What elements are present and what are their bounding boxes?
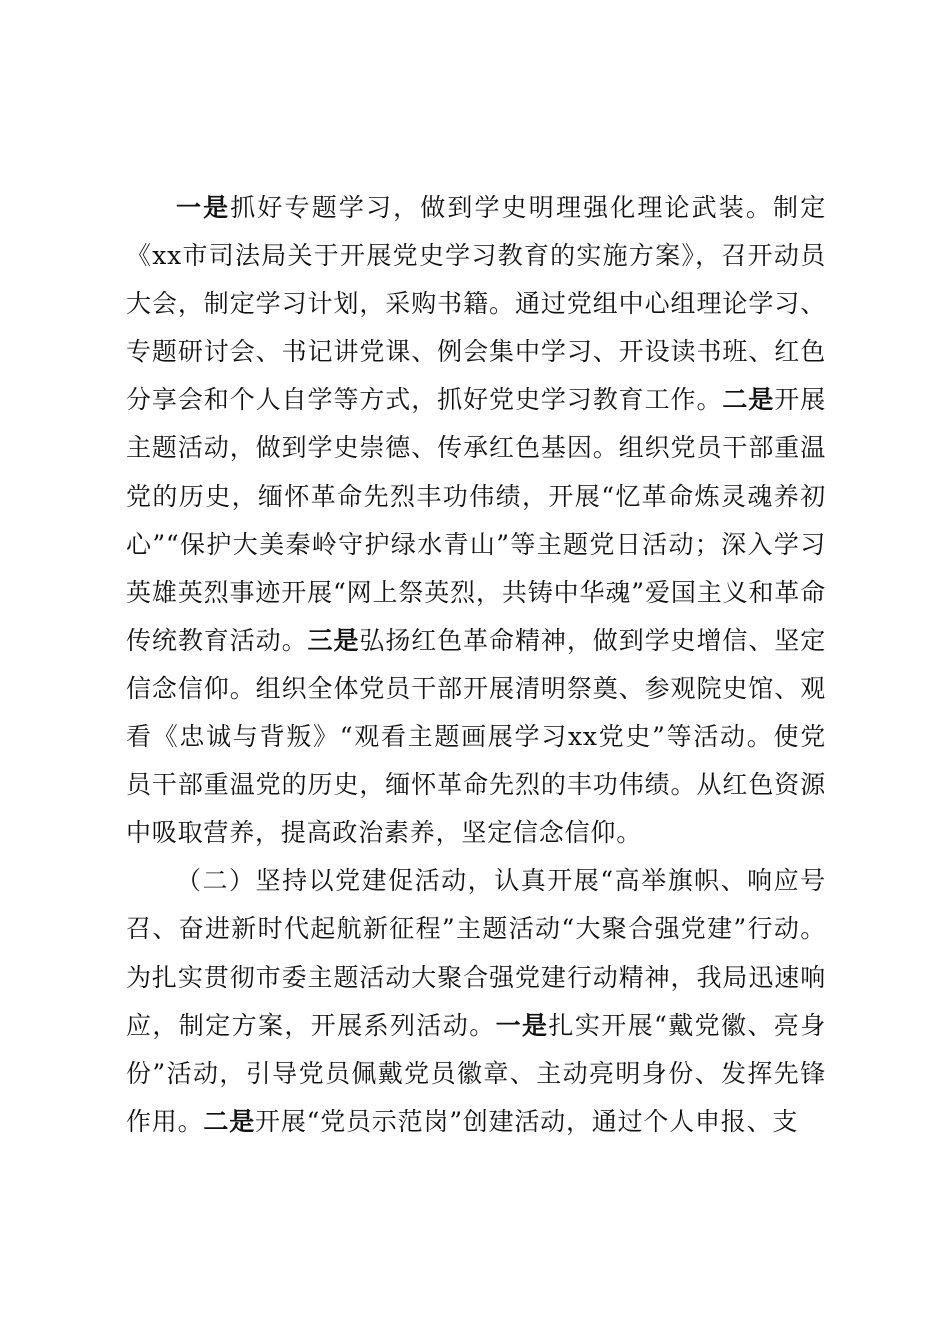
document-body	[126, 184, 826, 1146]
paragraph-text: 弘扬红色革命精神，做到学史增信、坚定信念信仰。组织全体党员干部开展清明祭奠、参观院史馆、观看《忠诚与背叛》“观看主题画展学习xx党史”等活动。使党员干部重温党的历史，缅怀革命先烈的丰功伟绩。从红色资源中吸取营养，提高政治素养，坚定信念信仰。	[126, 625, 826, 848]
paragraph-text: 开展主题活动，做到学史崇德、传承红色基因。组织党员干部重温党的历史，缅怀革命先烈丰功伟绩，开展“忆革命炼灵魂养初心”“保护大美秦岭守护绿水青山”等主题党日活动；深入学习英雄英烈事迹开展“网上祭英烈，共铸中华魂”爱国主义和革命传统教育活动。	[126, 385, 826, 655]
emphasis-first: 一是	[495, 1010, 549, 1040]
paragraph-text: 扎实开展“戴党徽、亮身份”活动，引导党员佩戴党员徽章、主动亮明身份、发挥先锋作用。	[126, 1010, 827, 1136]
emphasis-second: 二是	[203, 1106, 256, 1136]
section-heading-text: （二）坚持以党建促活动，认真开展“高举旗帜、响应号召、奋进新时代起航新征程”主题活动“大聚合强党建”行动。为扎实贯彻市委主题活动大聚合强党建行动精神，我局迅速响应，制定方案，开展系列活动。	[126, 866, 826, 1040]
paragraph-text: 开展“党员示范岗”创建活动，通过个人申报、支	[255, 1106, 799, 1136]
emphasis-third: 三是	[307, 625, 360, 655]
emphasis-second: 二是	[722, 385, 775, 415]
paragraph-text: 抓好专题学习，做到学史明理强化理论武装。制定《xx市司法局关于开展党史学习教育的实施方案》，召开动员大会，制定学习计划，采购书籍。通过党组中心组理论学习、专题研讨会、书记讲党课、例会集中学习、开设读书班、红色分享会和个人自学等方式，抓好党史学习教育工作。	[126, 193, 826, 415]
paragraph-party-building	[126, 857, 826, 1146]
emphasis-first: 一是	[176, 193, 231, 222]
paragraph-study-education	[126, 184, 826, 857]
